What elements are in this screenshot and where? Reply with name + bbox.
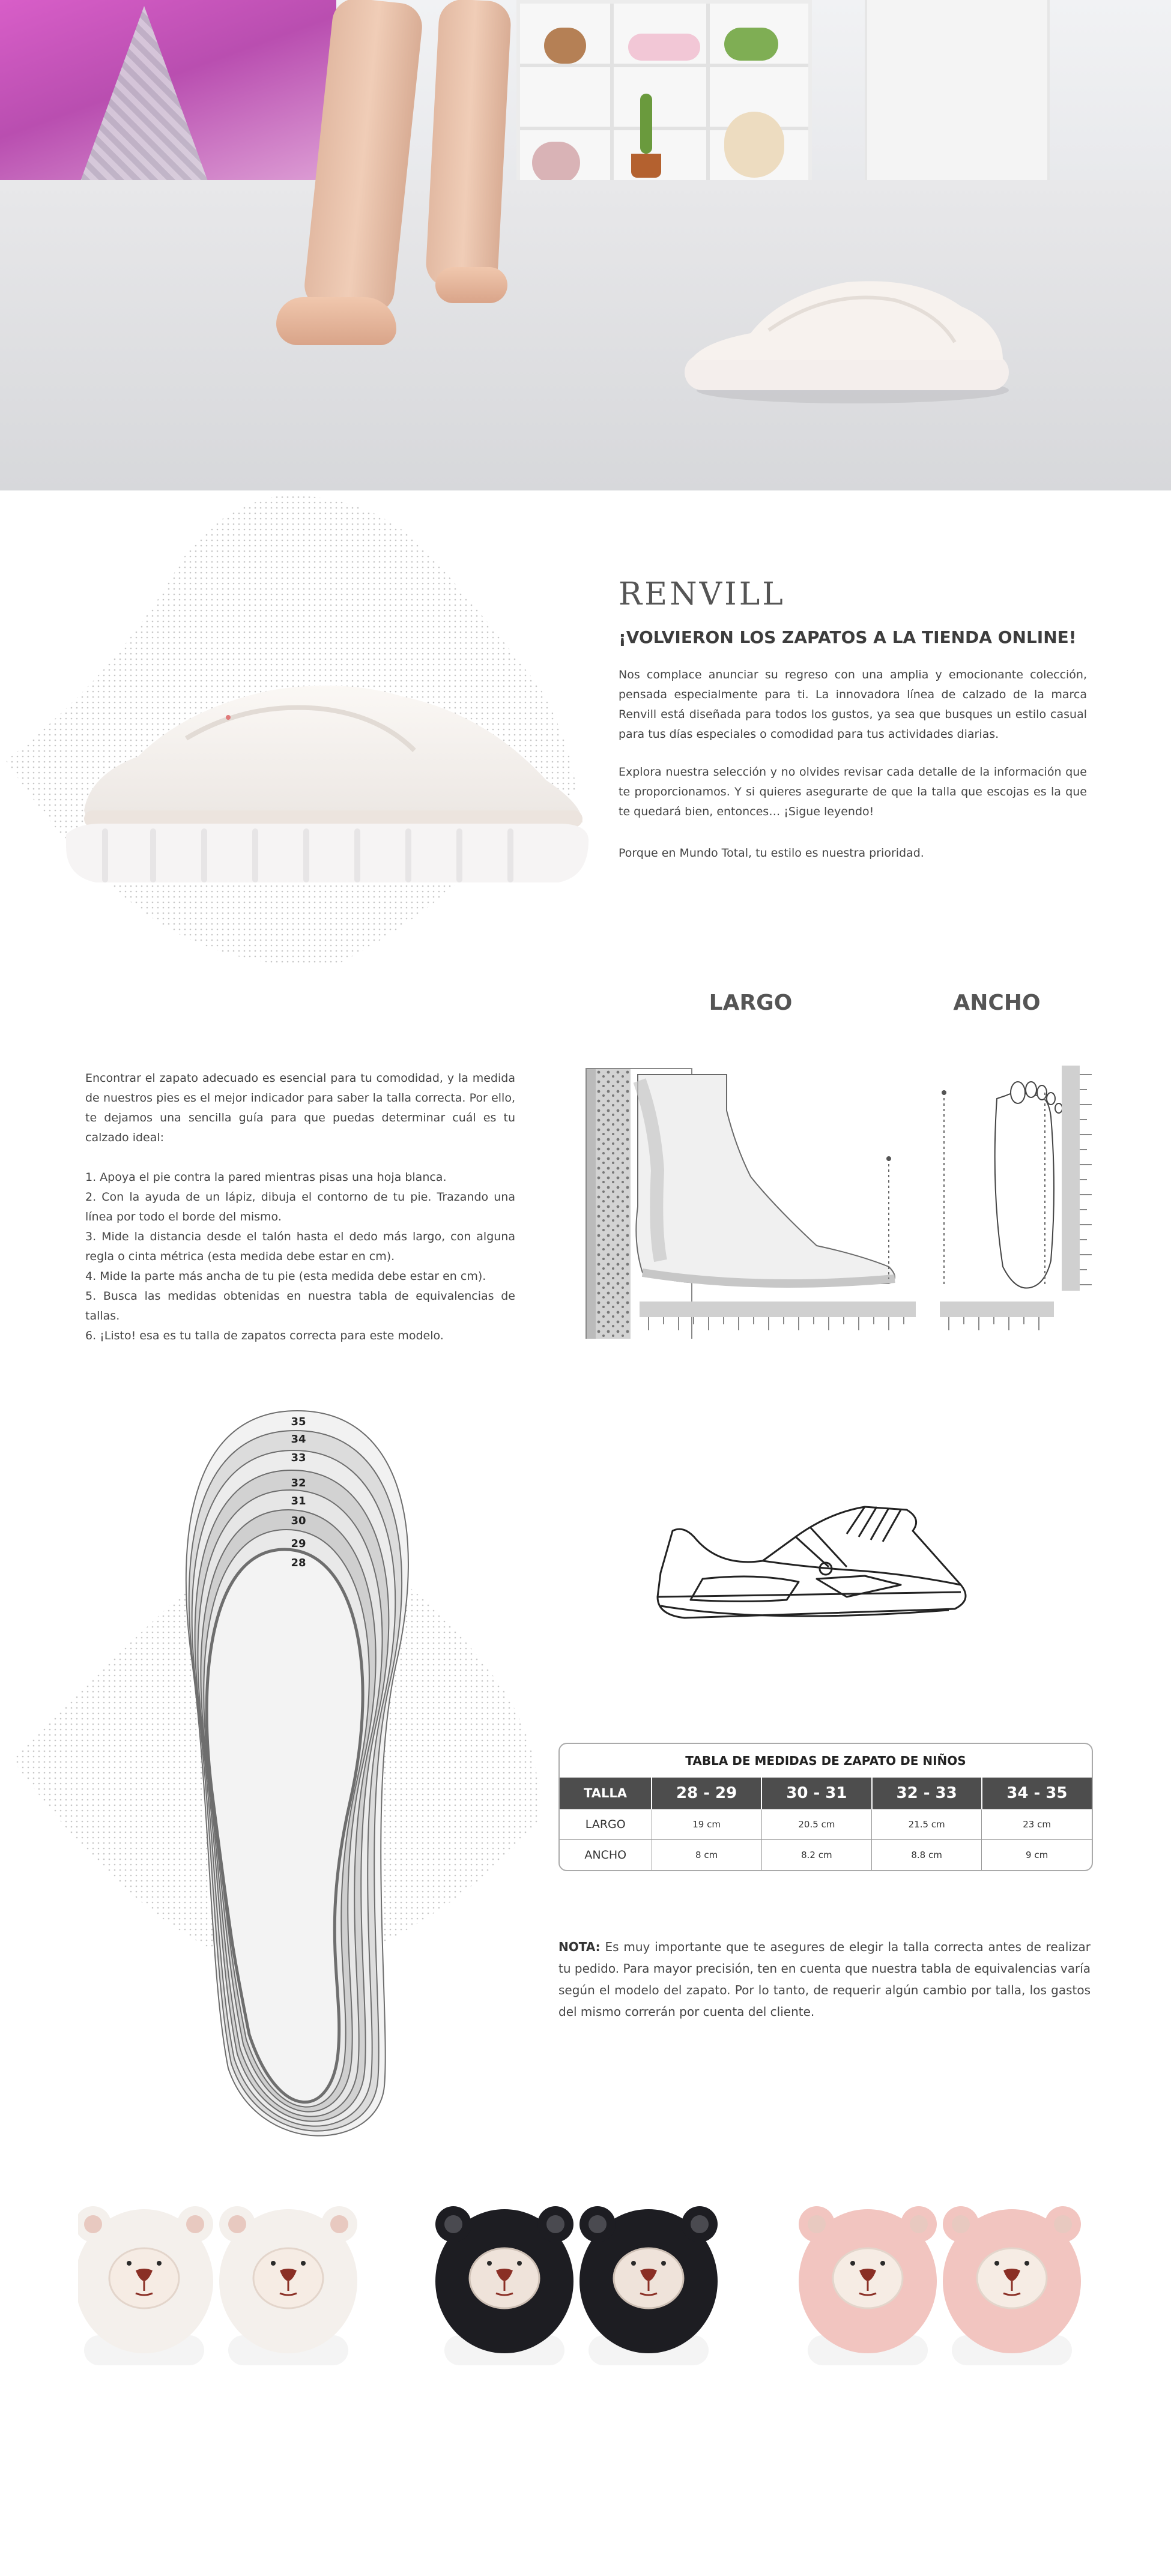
insole-size-label: 30 — [291, 1515, 306, 1527]
table-cell: 20.5 cm — [761, 1809, 871, 1840]
product-color-variants — [78, 2173, 1105, 2389]
hero-photo — [0, 0, 1171, 490]
size-table-header-row — [560, 1778, 1092, 1809]
intro-paragraph-2: Explora nuestra selección y no olvides revisar cada detalle de la información que te proporcionamos. Y si quieres asegurarte de que la talla que escojas es la que te quedará bien, entonces… ¡Sigue leyendo! — [619, 765, 1087, 818]
door-image — [865, 0, 1050, 198]
table-cell: ANCHO — [560, 1840, 652, 1871]
insole-size-label: 28 — [291, 1557, 306, 1569]
table-cell: 23 cm — [982, 1809, 1092, 1840]
insole-size-label: 29 — [291, 1537, 306, 1550]
headline: ¡VOLVIERON LOS ZAPATOS A LA TIENDA ONLINE! — [619, 627, 1077, 647]
insole-size-label: 32 — [291, 1477, 306, 1489]
intro-slipper-image — [66, 666, 589, 894]
guide-step: 6. ¡Listo! esa es tu talla de zapatos correcta para este modelo. — [85, 1329, 444, 1342]
foot-measurement-diagram — [576, 1015, 1105, 1339]
guide-step: 5. Busca las medidas obtenidas en nuestra tabla de equivalencias de tallas. — [85, 1290, 515, 1323]
table-header-cell: TALLA — [560, 1778, 652, 1809]
table-cell: 9 cm — [982, 1840, 1092, 1871]
intro-paragraph-1: Nos complace anunciar su regreso con una amplia y emocionante colección, pensada especialmente para ti. La innovadora línea de calzado de la marca Renvill está diseñada para todos los gustos, ya sea que busques un estilo casual para tus días especiales o comodidad para tus actividades diarias. — [619, 668, 1087, 741]
sneaker-line-art — [649, 1483, 973, 1633]
product-black-slippers — [435, 2206, 718, 2365]
product-white-slippers — [78, 2206, 357, 2365]
insole-size-label: 33 — [291, 1452, 306, 1464]
guide-intro-text: Encontrar el zapato adecuado es esencial para tu comodidad, y la medida de nuestros pies es el mejor indicador para saber la talla correcta. Por ello, te dejamos una sencilla guía para que puedas determinar cuál es tu calzado ideal: — [85, 1072, 515, 1144]
guide-step: 4. Mide la parte más ancha de tu pie (esta medida debe estar en cm). — [85, 1270, 486, 1283]
note-label: NOTA: — [558, 1940, 601, 1954]
table-cell: 8.8 cm — [872, 1840, 982, 1871]
guide-step: 2. Con la ayuda de un lápiz, dibuja el contorno de tu pie. Trazando una línea por todo el borde del mismo. — [85, 1190, 515, 1223]
table-row — [560, 1809, 1092, 1840]
note-text: Es muy importante que te asegures de elegir la talla correcta antes de realizar tu pedido. Para mayor precisión, ten en cuenta que nuestra tabla de equivalencias varía según el modelo del zapato. Por lo tanto, de requerir algún cambio por talla, los gastos del mismo correrán por cuenta del cliente. — [558, 1940, 1091, 2019]
table-header-cell: 34 - 35 — [982, 1778, 1092, 1809]
table-header-cell: 32 - 33 — [872, 1778, 982, 1809]
brand-name: RENVILL — [619, 576, 785, 612]
insole-size-label: 31 — [291, 1495, 306, 1507]
insole-size-label: 35 — [291, 1416, 306, 1428]
product-pink-slippers — [799, 2206, 1081, 2365]
table-header-cell: 28 - 29 — [652, 1778, 761, 1809]
label-length: LARGO — [709, 991, 793, 1015]
table-cell: 21.5 cm — [872, 1809, 982, 1840]
table-cell: LARGO — [560, 1809, 652, 1840]
size-note — [558, 1936, 1091, 2022]
table-cell: 8 cm — [652, 1840, 761, 1871]
label-width: ANCHO — [953, 991, 1041, 1015]
table-cell: 8.2 cm — [761, 1840, 871, 1871]
insole-size-diagram — [0, 1399, 552, 2173]
size-table-title: TABLA DE MEDIDAS DE ZAPATO DE NIÑOS — [685, 1754, 966, 1768]
table-cell: 19 cm — [652, 1809, 761, 1840]
table-row — [560, 1840, 1092, 1871]
guide-step: 1. Apoya el pie contra la pared mientras pisas una hoja blanca. — [85, 1171, 447, 1184]
guide-step: 3. Mide la distancia desde el talón hasta el dedo más largo, con alguna regla o cinta métrica (esta medida debe estar en cm). — [85, 1230, 515, 1263]
hero-slipper-image — [679, 270, 1015, 408]
insole-size-label: 34 — [291, 1433, 306, 1446]
toy-shelf-image — [516, 0, 812, 193]
intro-paragraph-3: Porque en Mundo Total, tu estilo es nuestra prioridad. — [619, 846, 924, 860]
guide-steps-list — [85, 1168, 515, 1346]
table-header-cell: 30 - 31 — [761, 1778, 871, 1809]
size-table — [558, 1743, 1093, 1871]
